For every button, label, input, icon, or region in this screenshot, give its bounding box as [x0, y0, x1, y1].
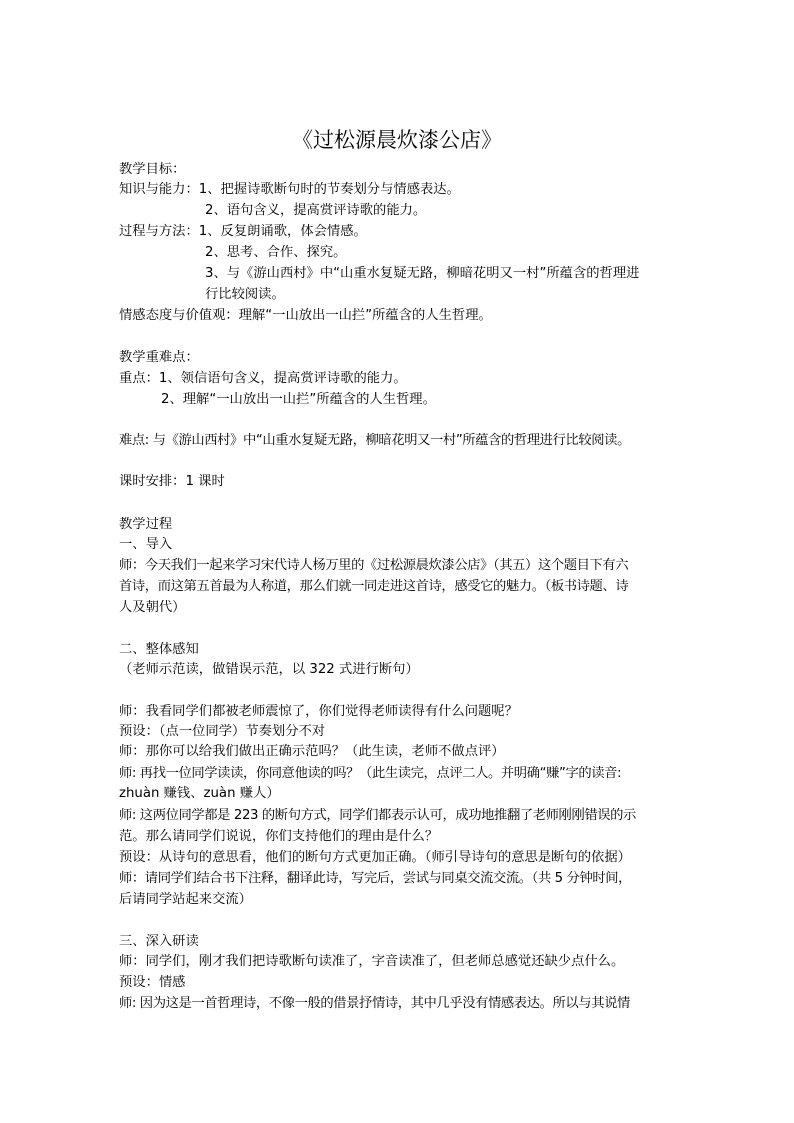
text-line: 预设：从诗句的意思看，他们的断句方式更加正确。（师引导诗句的意思是断句的依据）: [119, 850, 631, 865]
text-line: 3、与《游山西村》中“山重水复疑无路，柳暗花明又一村”所蕴含的哲理进: [205, 266, 640, 281]
text-line: 范。那么请同学们说说，你们支持他们的理由是什么？: [119, 829, 439, 844]
text-line: 预设：情感: [119, 975, 186, 990]
text-line: 师：今天我们一起来学习宋代诗人杨万里的《过松源晨炊漆公店》（其五）这个题目下有六: [119, 558, 629, 573]
section-heading: 教学重难点：: [119, 350, 199, 365]
text-line: 教学目标：: [119, 162, 186, 177]
text-line: 师: 再找一位同学读读，你同意他读的吗？（此生读完，点评二人。并明确“赚”字的读音:: [119, 766, 622, 781]
text-line: 师：请同学们结合书下注释，翻译此诗，写完后，尝试与同桌交流交流。（共 5 分钟时间，: [119, 871, 632, 886]
text-line: 2、语句含义，提高赏评诗歌的能力。: [205, 203, 427, 218]
text-line: 师：同学们，刚才我们把诗歌断句读准了，字音读准了，但老师总感觉还缺少点什么。: [119, 954, 625, 969]
text-line: 师: 这两位同学都是 223 的断句方式，同学们都表示认可，成功地推翻了老师刚刚错误的示: [119, 808, 636, 823]
text-line: 难点: 与《游山西村》中“山重水复疑无路，柳暗花明又一村”所蕴含的哲理进行比较阅读。: [119, 433, 630, 448]
text-line: 首诗，而这第五首最为人称道，那么们就一同走进这首诗，感受它的魅力。（板书诗题、诗: [119, 579, 629, 594]
section-heading: 教学过程: [119, 517, 173, 532]
text-line: 师: 因为这是一首哲理诗，不像一般的借景抒情诗，其中几乎没有情感表达。所以与其说情: [119, 996, 630, 1011]
text-line: 知识与能力：1、把握诗歌断句时的节奏划分与情感表达。: [119, 182, 460, 197]
text-line: 后请同学站起来交流）: [119, 892, 252, 907]
document-title: 《过松源晨炊漆公店》: [292, 128, 502, 152]
text-line: 预设：（点一位同学）节奏划分不对: [119, 724, 326, 739]
text-line: 师：我看同学们都被老师震惊了，你们觉得老师读得有什么问题呢？: [119, 704, 518, 719]
text-line: 人及朝代）: [119, 600, 186, 615]
text-line: 2、理解“一山放出一山拦”所蕴含的人生哲理。: [161, 392, 436, 407]
text-line: 过程与方法：1、反复朗诵歌，体会情感。: [119, 224, 367, 239]
text-line: 行比较阅读。: [205, 287, 285, 302]
text-line: 2、思考、合作、探究。: [205, 245, 347, 260]
section-heading: 二、整体感知: [119, 642, 199, 657]
text-line: 师：那你可以给我们做出正确示范吗？（此生读，老师不做点评）: [119, 744, 505, 759]
text-line: 情感态度与价值观：理解“一山放出一山拦”所蕴含的人生哲理。: [119, 308, 492, 323]
text-line: （老师示范读，做错误示范，以 322 式进行断句）: [119, 662, 419, 677]
text-line: zhuàn 赚钱、zuàn 赚人）: [119, 786, 280, 801]
section-heading: 三、深入研读: [119, 934, 199, 949]
section-heading: 一、导入: [119, 537, 173, 552]
text-line: 重点：1、领信语句含义，提高赏评诗歌的能力。: [119, 371, 407, 386]
text-line: 课时安排：1 课时: [119, 474, 225, 489]
